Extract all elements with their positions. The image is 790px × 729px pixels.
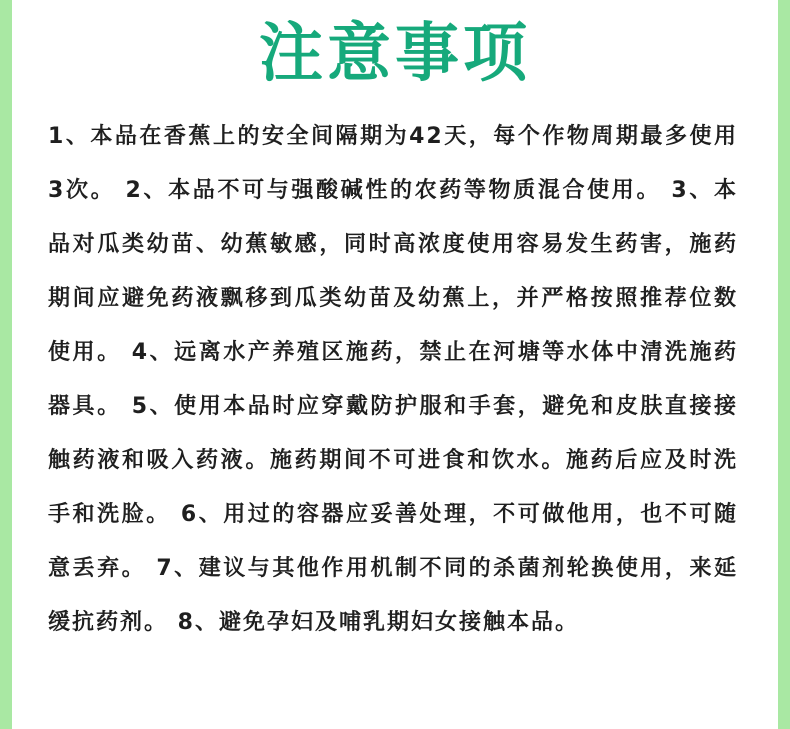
notice-body: 1、本品在香蕉上的安全间隔期为42天，每个作物周期最多使用3次。 2、本品不可与强酸碱性的农药等物质混合使用。 3、本品对瓜类幼苗、幼蕉敏感，同时高浓度使用容易发生药害，施药期间应避免药液飘移到瓜类幼苗及幼蕉上，并严格按照推荐位数使用。 4、远离水产养殖区施药，禁止在河塘等水体中清洗施药器具。 5、使用本品时应穿戴防护服和手套，避免和皮肤直接接触药液和吸入药液。施药期间不可进食和饮水。施药后应及时洗手和洗脸。 6、用过的容器应妥善处理，不可做他用，也不可随意丢弃。 7、建议与其他作用机制不同的杀菌剂轮换使用，来延缓抗药剂。 8、避免孕妇及哺乳期妇女接触本品。	[48, 124, 738, 635]
page-title: 注意事项	[259, 17, 531, 91]
notice-panel	[12, 0, 778, 729]
